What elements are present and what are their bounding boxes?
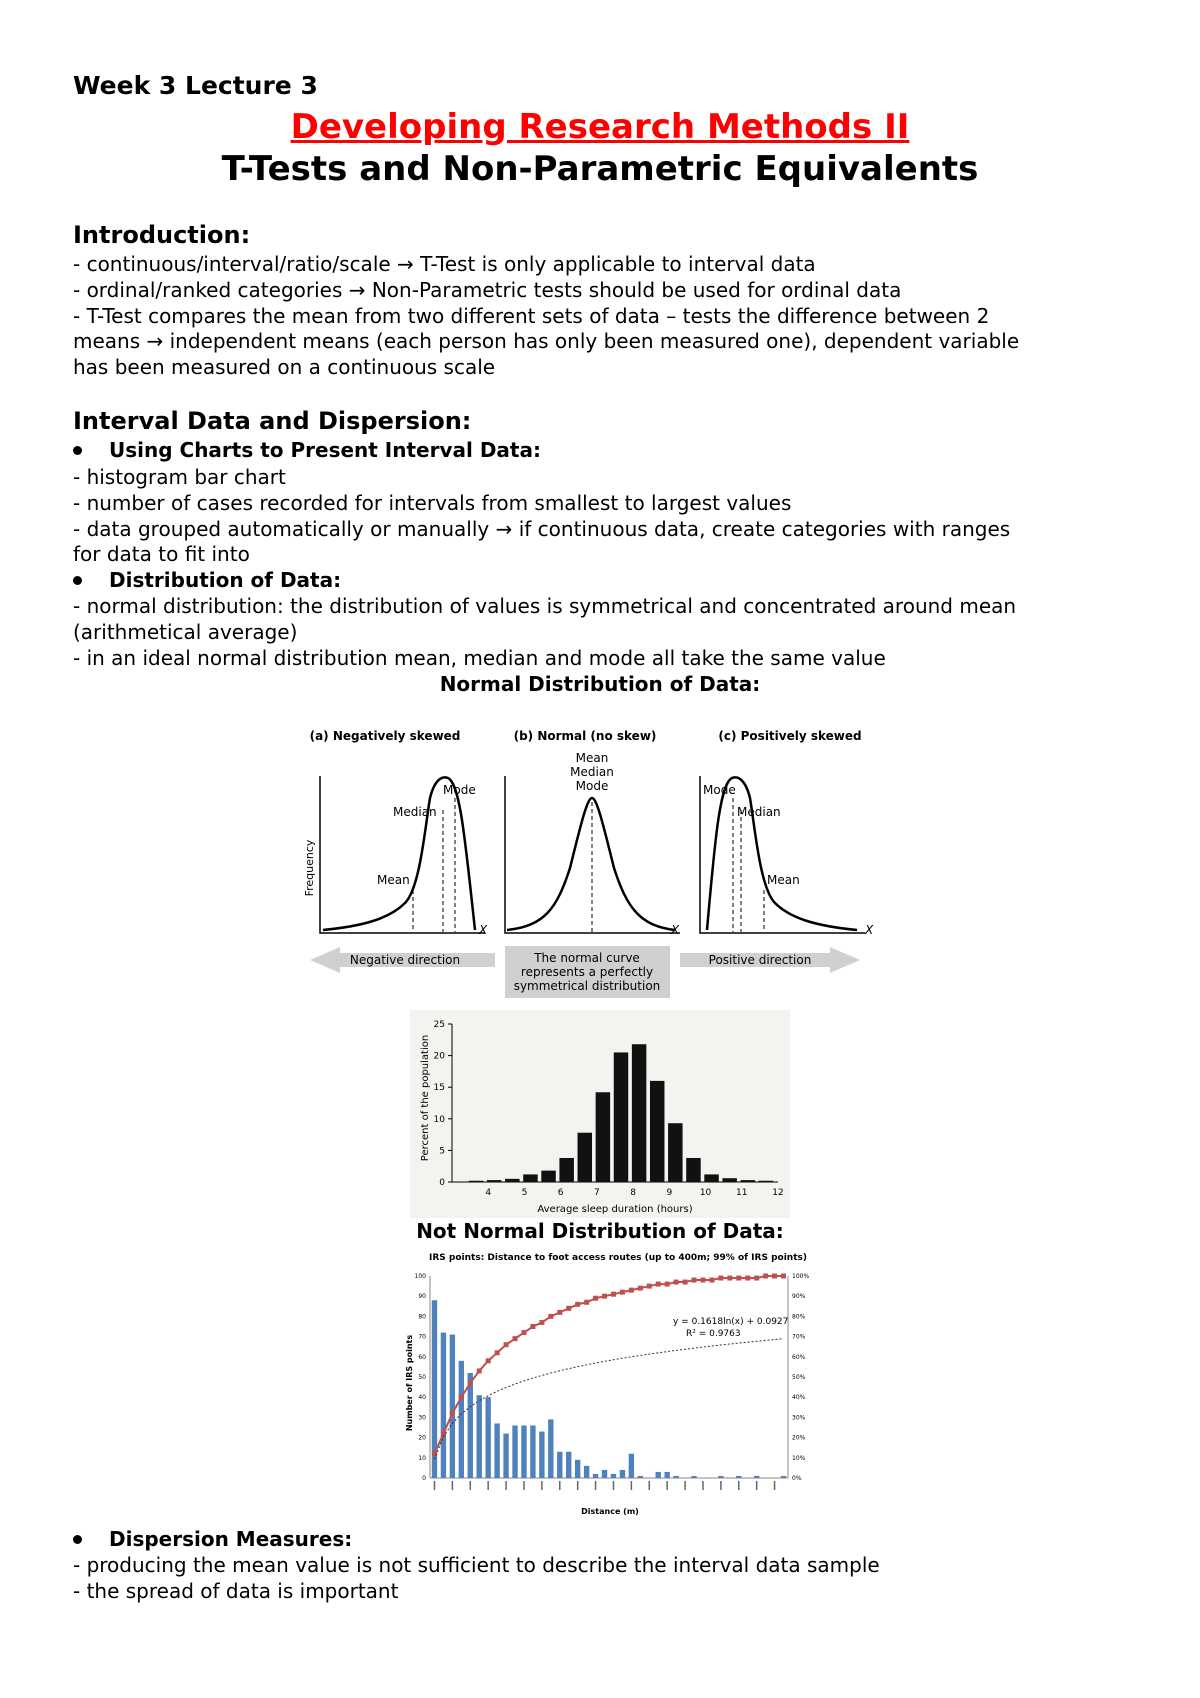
sleep-x-tick-label: 8 [630, 1188, 636, 1198]
irs-cumulative-point [584, 1300, 589, 1305]
panel-a-curve [323, 777, 475, 930]
sleep-y-tick-label: 25 [433, 1020, 445, 1030]
sleep-x-tick-label: 5 [521, 1188, 528, 1198]
irs-bar [656, 1472, 661, 1478]
center-note-line: represents a perfectly [520, 965, 654, 979]
panel-c-median: Median [737, 805, 781, 819]
sleep-y-tick-label: 10 [433, 1114, 445, 1125]
irs-cumulative-point [692, 1278, 697, 1283]
sleep-x-tick-label: 11 [736, 1188, 748, 1198]
irs-cumulative-point [530, 1324, 535, 1329]
sleep-x-tick-label: 12 [772, 1188, 784, 1198]
week-label: Week 3 Lecture 3 [73, 71, 318, 100]
irs-cumulative-point [683, 1280, 688, 1285]
dispersion-line: - the spread of data is important [73, 1579, 399, 1603]
irs-y2-tick-label: 50% [792, 1374, 806, 1381]
irs-bar [691, 1476, 696, 1478]
irs-bar [494, 1423, 499, 1478]
irs-xlabel: Distance (m) [581, 1507, 639, 1516]
sleep-y-tick-label: 0 [439, 1178, 445, 1188]
intro-line: - ordinal/ranked categories → Non-Parametric tests should be used for ordinal data [73, 278, 902, 302]
intro-line: - continuous/interval/ratio/scale → T-Test is only applicable to interval data [73, 252, 816, 276]
irs-cumulative-point [727, 1276, 732, 1281]
bullet-dot [73, 446, 82, 455]
irs-y2-tick-label: 30% [792, 1414, 806, 1422]
irs-y-tick-label: 30 [418, 1414, 426, 1422]
irs-bar [629, 1454, 634, 1478]
sleep-bar [704, 1174, 718, 1182]
irs-cumulative-point [477, 1368, 482, 1373]
irs-cumulative-point [504, 1342, 509, 1347]
bullet-distribution-label: Distribution of Data: [109, 568, 342, 592]
irs-bar [575, 1460, 580, 1478]
irs-title: IRS points: Distance to foot access routes (up to 400m; 99% of IRS points) [429, 1253, 807, 1263]
panel-b-curve [507, 798, 675, 930]
irs-y-tick-label: 60 [418, 1353, 426, 1361]
distribution-line: (arithmetical average) [73, 620, 298, 644]
irs-cumulative-point [665, 1282, 670, 1287]
panel-a-x: X [479, 923, 488, 937]
sleep-x-tick-label: 7 [594, 1188, 600, 1198]
sleep-x-tick-label: 10 [699, 1188, 712, 1198]
sleep-bar [614, 1052, 628, 1182]
sleep-bar [505, 1179, 519, 1182]
irs-y2-tick-label: 100% [792, 1273, 810, 1280]
irs-bar [548, 1419, 553, 1478]
negative-direction-label: Negative direction [349, 953, 461, 967]
irs-cumulative-point [656, 1282, 661, 1287]
irs-y-tick-label: 80 [418, 1313, 426, 1321]
sleep-y-tick-label: 20 [433, 1051, 445, 1062]
irs-bar [718, 1476, 723, 1478]
irs-y-tick-label: 100 [414, 1273, 426, 1280]
irs-y2-tick-label: 0% [792, 1475, 802, 1482]
irs-cumulative-point [557, 1310, 562, 1315]
dispersion-line: - producing the mean value is not sufficient to describe the interval data sample [73, 1553, 880, 1577]
center-note-line: The normal curve [534, 951, 640, 965]
irs-bar [602, 1470, 607, 1478]
sleep-x-tick-label: 6 [557, 1188, 564, 1198]
irs-bar [584, 1466, 589, 1478]
irs-cumulative-point [763, 1274, 768, 1279]
irs-bar [521, 1425, 526, 1478]
sleep-x-tick-label: 9 [666, 1188, 673, 1198]
irs-y2-tick-label: 80% [792, 1313, 806, 1321]
panel-c-x: X [865, 923, 874, 937]
distribution-line: - in an ideal normal distribution mean, median and mode all take the same value [73, 646, 886, 670]
irs-cumulative-point [700, 1278, 705, 1283]
irs-y-tick-label: 10 [418, 1454, 426, 1462]
irs-bar [611, 1474, 616, 1478]
charts-line: - data grouped automatically or manually → if continuous data, create categories with ranges [73, 517, 1011, 541]
irs-y-tick-label: 70 [418, 1333, 426, 1341]
sleep-histogram [410, 1010, 790, 1218]
center-note-line: symmetrical distribution [513, 979, 661, 993]
irs-cumulative-point [718, 1276, 723, 1281]
page-title: Developing Research Methods II [290, 107, 910, 147]
sleep-x-tick-label: 4 [485, 1188, 492, 1198]
irs-bar [593, 1474, 598, 1478]
irs-bar [673, 1476, 678, 1478]
irs-cumulative-point [441, 1431, 446, 1436]
sleep-bar [469, 1181, 483, 1182]
sleep-bar [541, 1171, 555, 1182]
irs-cumulative-point [602, 1294, 607, 1299]
irs-y2-tick-label: 70% [792, 1333, 806, 1341]
not-normal-caption: Not Normal Distribution of Data: [416, 1219, 784, 1243]
irs-cumulative-point [486, 1358, 491, 1363]
sleep-bar [596, 1092, 610, 1182]
irs-y2-tick-label: 10% [792, 1454, 806, 1462]
irs-cumulative-point [575, 1302, 580, 1307]
irs-bar [620, 1470, 625, 1478]
irs-cumulative-point [772, 1274, 777, 1279]
irs-cumulative-point [674, 1280, 679, 1285]
charts-line: for data to fit into [73, 542, 250, 566]
irs-cumulative-point [459, 1395, 464, 1400]
irs-bar [557, 1452, 562, 1478]
irs-y2-tick-label: 40% [792, 1394, 806, 1402]
irs-cumulative-point [620, 1290, 625, 1295]
skew-figure [295, 718, 935, 1008]
irs-cumulative-point [781, 1274, 786, 1279]
sleep-bar [632, 1044, 646, 1182]
intro-line: means → independent means (each person has only been measured one), dependent variable [73, 329, 1020, 353]
irs-bar [459, 1361, 464, 1478]
irs-y2-tick-label: 90% [792, 1293, 806, 1301]
panel-a-mean: Mean [377, 873, 410, 887]
irs-cumulative-point [638, 1286, 643, 1291]
irs-bar [781, 1476, 786, 1478]
normal-caption: Normal Distribution of Data: [439, 672, 761, 696]
irs-y-tick-label: 40 [418, 1394, 426, 1402]
sleep-y-tick-label: 15 [433, 1083, 445, 1094]
irs-bar [664, 1472, 669, 1478]
irs-bar [485, 1397, 490, 1478]
irs-equation: y = 0.1618ln(x) + 0.0927 [673, 1317, 789, 1327]
irs-bar [566, 1452, 571, 1478]
panel-a-median: Median [393, 805, 437, 819]
irs-cumulative-point [468, 1381, 473, 1386]
interval-heading: Interval Data and Dispersion: [73, 407, 472, 435]
panel-b-label: (b) Normal (no skew) [513, 729, 657, 743]
irs-cumulative-point [736, 1276, 741, 1281]
irs-cumulative-point [495, 1350, 500, 1355]
panel-b-mean: Mean [575, 751, 609, 765]
irs-cumulative-point [754, 1276, 759, 1281]
charts-line: - number of cases recorded for intervals from smallest to largest values [73, 491, 792, 515]
panel-a-axes [320, 776, 485, 933]
irs-bar [477, 1395, 482, 1478]
irs-y2-tick-label: 60% [792, 1353, 806, 1361]
bullet-dot [73, 576, 82, 585]
panel-b-x: X [671, 923, 680, 937]
irs-cumulative-point [450, 1411, 455, 1416]
panel-c-curve [707, 777, 857, 930]
intro-line: - T-Test compares the mean from two different sets of data – tests the difference between 2 [73, 304, 990, 328]
irs-cumulative-point [647, 1284, 652, 1289]
charts-line: - histogram bar chart [73, 465, 286, 489]
irs-cumulative-point [611, 1292, 616, 1297]
sleep-bar [559, 1158, 573, 1182]
panel-a-label: (a) Negatively skewed [309, 729, 461, 743]
irs-bar [450, 1335, 455, 1478]
irs-cumulative-point [629, 1288, 634, 1293]
irs-bar [441, 1333, 446, 1478]
sleep-ylabel: Percent of the population [420, 1034, 431, 1162]
sleep-bar [741, 1180, 755, 1182]
panel-b-median: Median [570, 765, 614, 779]
intro-heading: Introduction: [73, 221, 251, 249]
sleep-bar [487, 1180, 501, 1182]
irs-y2-tick-label: 20% [792, 1434, 806, 1442]
irs-distance-chart [400, 1248, 820, 1520]
sleep-bar [686, 1158, 700, 1182]
intro-line: has been measured on a continuous scale [73, 355, 496, 379]
irs-bar [503, 1434, 508, 1478]
panel-b-mode: Mode [575, 779, 609, 793]
irs-r2: R² = 0.9763 [686, 1329, 741, 1339]
panel-c-mean: Mean [767, 873, 800, 887]
irs-cumulative-point [566, 1306, 571, 1311]
sleep-xlabel: Average sleep duration (hours) [537, 1204, 693, 1215]
positive-direction-label: Positive direction [708, 953, 812, 967]
sleep-y-tick-label: 5 [439, 1146, 445, 1157]
irs-y-tick-label: 0 [422, 1475, 426, 1482]
irs-cumulative-point [521, 1330, 526, 1335]
irs-bar [530, 1425, 535, 1478]
panel-a-mode: Mode [443, 783, 476, 797]
irs-cumulative-point [593, 1296, 598, 1301]
bullet-dispersion-label: Dispersion Measures: [109, 1527, 353, 1551]
irs-bar [512, 1425, 517, 1478]
distribution-line: - normal distribution: the distribution of values is symmetrical and concentrated around mean [73, 594, 1017, 618]
sleep-bar [759, 1181, 773, 1182]
irs-cumulative-point [513, 1336, 518, 1341]
panel-c-label: (c) Positively skewed [718, 729, 862, 743]
irs-cumulative-point [709, 1278, 714, 1283]
frequency-label: Frequency [303, 839, 316, 897]
bullet-charts-label: Using Charts to Present Interval Data: [109, 438, 541, 462]
irs-bar [539, 1432, 544, 1478]
irs-y-tick-label: 50 [418, 1374, 426, 1381]
irs-y-tick-label: 90 [418, 1293, 426, 1301]
irs-bar [736, 1476, 741, 1478]
irs-bar [468, 1373, 473, 1478]
irs-bar [638, 1476, 643, 1478]
irs-cumulative-point [548, 1314, 553, 1319]
sleep-bar [578, 1133, 592, 1182]
sleep-bar [523, 1174, 537, 1182]
irs-cumulative-point [745, 1276, 750, 1281]
irs-y-tick-label: 20 [418, 1434, 426, 1442]
irs-ylabel: Number of IRS points [405, 1334, 414, 1432]
bullet-dot [73, 1535, 82, 1544]
panel-c-mode: Mode [703, 783, 736, 797]
page-subtitle: T-Tests and Non-Parametric Equivalents [221, 149, 979, 189]
sleep-bar [722, 1178, 736, 1182]
sleep-bar [650, 1081, 664, 1182]
irs-bar [754, 1476, 759, 1478]
irs-cumulative-point [539, 1320, 544, 1325]
sleep-bar [668, 1123, 682, 1182]
